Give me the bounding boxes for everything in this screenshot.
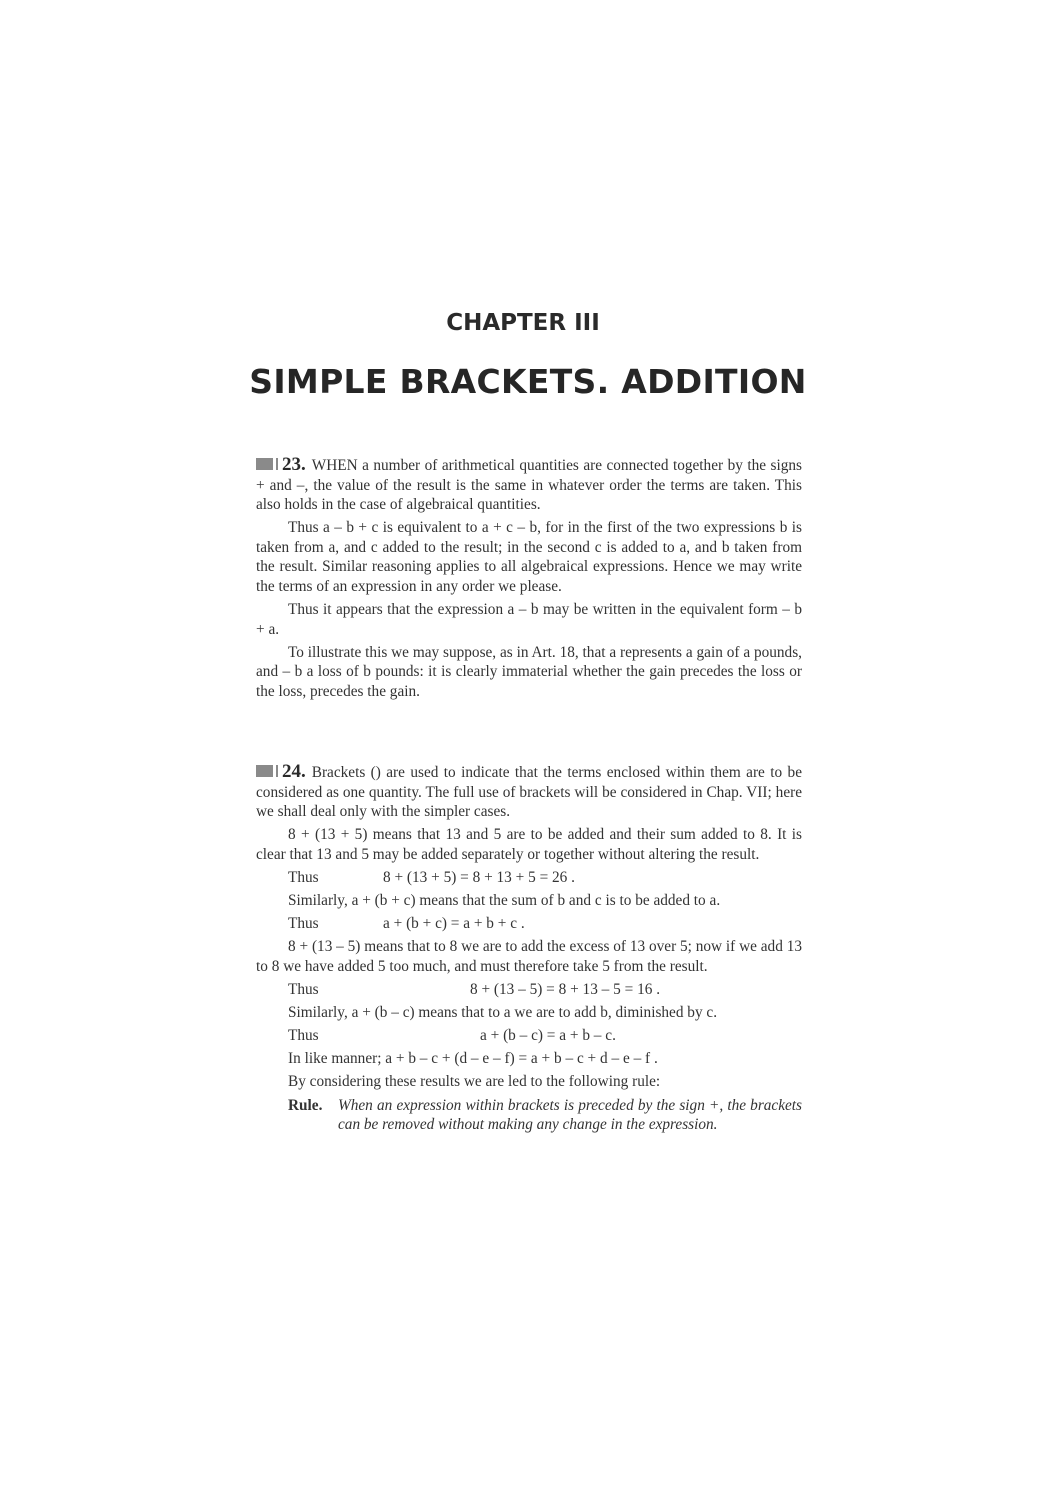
article-23-paragraph-2: Thus a – b + c is equivalent to a + c – b, for in the first of the two expressions b is taken from a, and c added to the result; in the second c is added to a, and b taken from the result. Similar reasoning applies to all algebraical expressions. Hence we may write the terms of an expression in any order we please. [256, 519, 802, 596]
article-23-paragraph-4: To illustrate this we may suppose, as in Art. 18, that a represents a gain of a pounds, and – b a loss of b pounds: it is clearly immaterial whether the gain precedes the loss or the loss, precedes the gain. [256, 643, 802, 701]
rule-text: When an expression within brackets is preceded by the sign +, the brackets can be removed without making any change in the expression. [338, 1096, 802, 1134]
thus-label: Thus [288, 980, 319, 998]
similarly-row-1 [256, 891, 802, 914]
article-number: 24. [282, 761, 306, 782]
chapter-title: SIMPLE BRACKETS. ADDITION [249, 362, 807, 401]
rule-label: Rule. [288, 1096, 323, 1114]
equation-2: a + (b + c) = a + b + c . [383, 914, 525, 932]
article-marker-icon [256, 458, 273, 470]
in-like-manner-text: In like manner; a + b – c + (d – e – f) = a + b – c + d – e – f . [288, 1049, 658, 1067]
by-considering-text: By considering these results we are led to the following rule: [288, 1072, 661, 1090]
similarly-row-2 [256, 1003, 802, 1026]
thus-label: Thus [288, 914, 319, 932]
equation-4: a + (b – c) = a + b – c. [480, 1026, 616, 1044]
equation-1: 8 + (13 + 5) = 8 + 13 + 5 = 26 . [383, 868, 575, 886]
article-24-paragraph-2: 8 + (13 + 5) means that 13 and 5 are to be added and their sum added to 8. It is clear that 13 and 5 may be added separately or together without altering the result. [256, 826, 802, 863]
paragraph-text: Brackets () are used to indicate that the terms enclosed within them are to be considered as one quantity. The full use of brackets will be considered in Chap. VII; here we shall deal only with the simpler cases. [256, 764, 802, 821]
thus-label: Thus [288, 1026, 319, 1044]
example-row-1 [256, 868, 802, 891]
article-24-paragraph-1 [256, 762, 802, 822]
example-row-2 [256, 914, 802, 937]
article-24-paragraph-3: 8 + (13 – 5) means that to 8 we are to add the excess of 13 over 5; now if we add 13 to 8 we have added 5 too much, and must therefore take 5 from the result. [256, 937, 802, 975]
article-23 [256, 455, 802, 705]
article-24 [256, 762, 802, 1135]
thus-label: Thus [288, 868, 319, 886]
example-row-4 [256, 1026, 802, 1049]
in-like-manner-row [256, 1049, 802, 1072]
example-row-3 [256, 980, 802, 1003]
by-considering-row [256, 1072, 802, 1095]
article-marker-icon [256, 765, 273, 777]
article-23-paragraph-1 [256, 455, 802, 515]
article-23-paragraph-3: Thus it appears that the expression a – b may be written in the equivalent form – b + a. [256, 601, 802, 638]
rule-block [256, 1096, 802, 1135]
similarly-text: Similarly, a + (b – c) means that to a we are to add b, diminished by c. [288, 1003, 718, 1021]
article-number: 23. [282, 454, 306, 475]
equation-3: 8 + (13 – 5) = 8 + 13 – 5 = 16 . [470, 980, 661, 998]
chapter-label: CHAPTER III [446, 310, 600, 336]
similarly-text: Similarly, a + (b + c) means that the sum of b and c is to be added to a. [288, 891, 721, 909]
paragraph-text: WHEN a number of arithmetical quantities are connected together by the signs + and –, the value of the result is the same in whatever order the terms are taken. This also holds in the case of algebraical quantities. [256, 457, 802, 514]
